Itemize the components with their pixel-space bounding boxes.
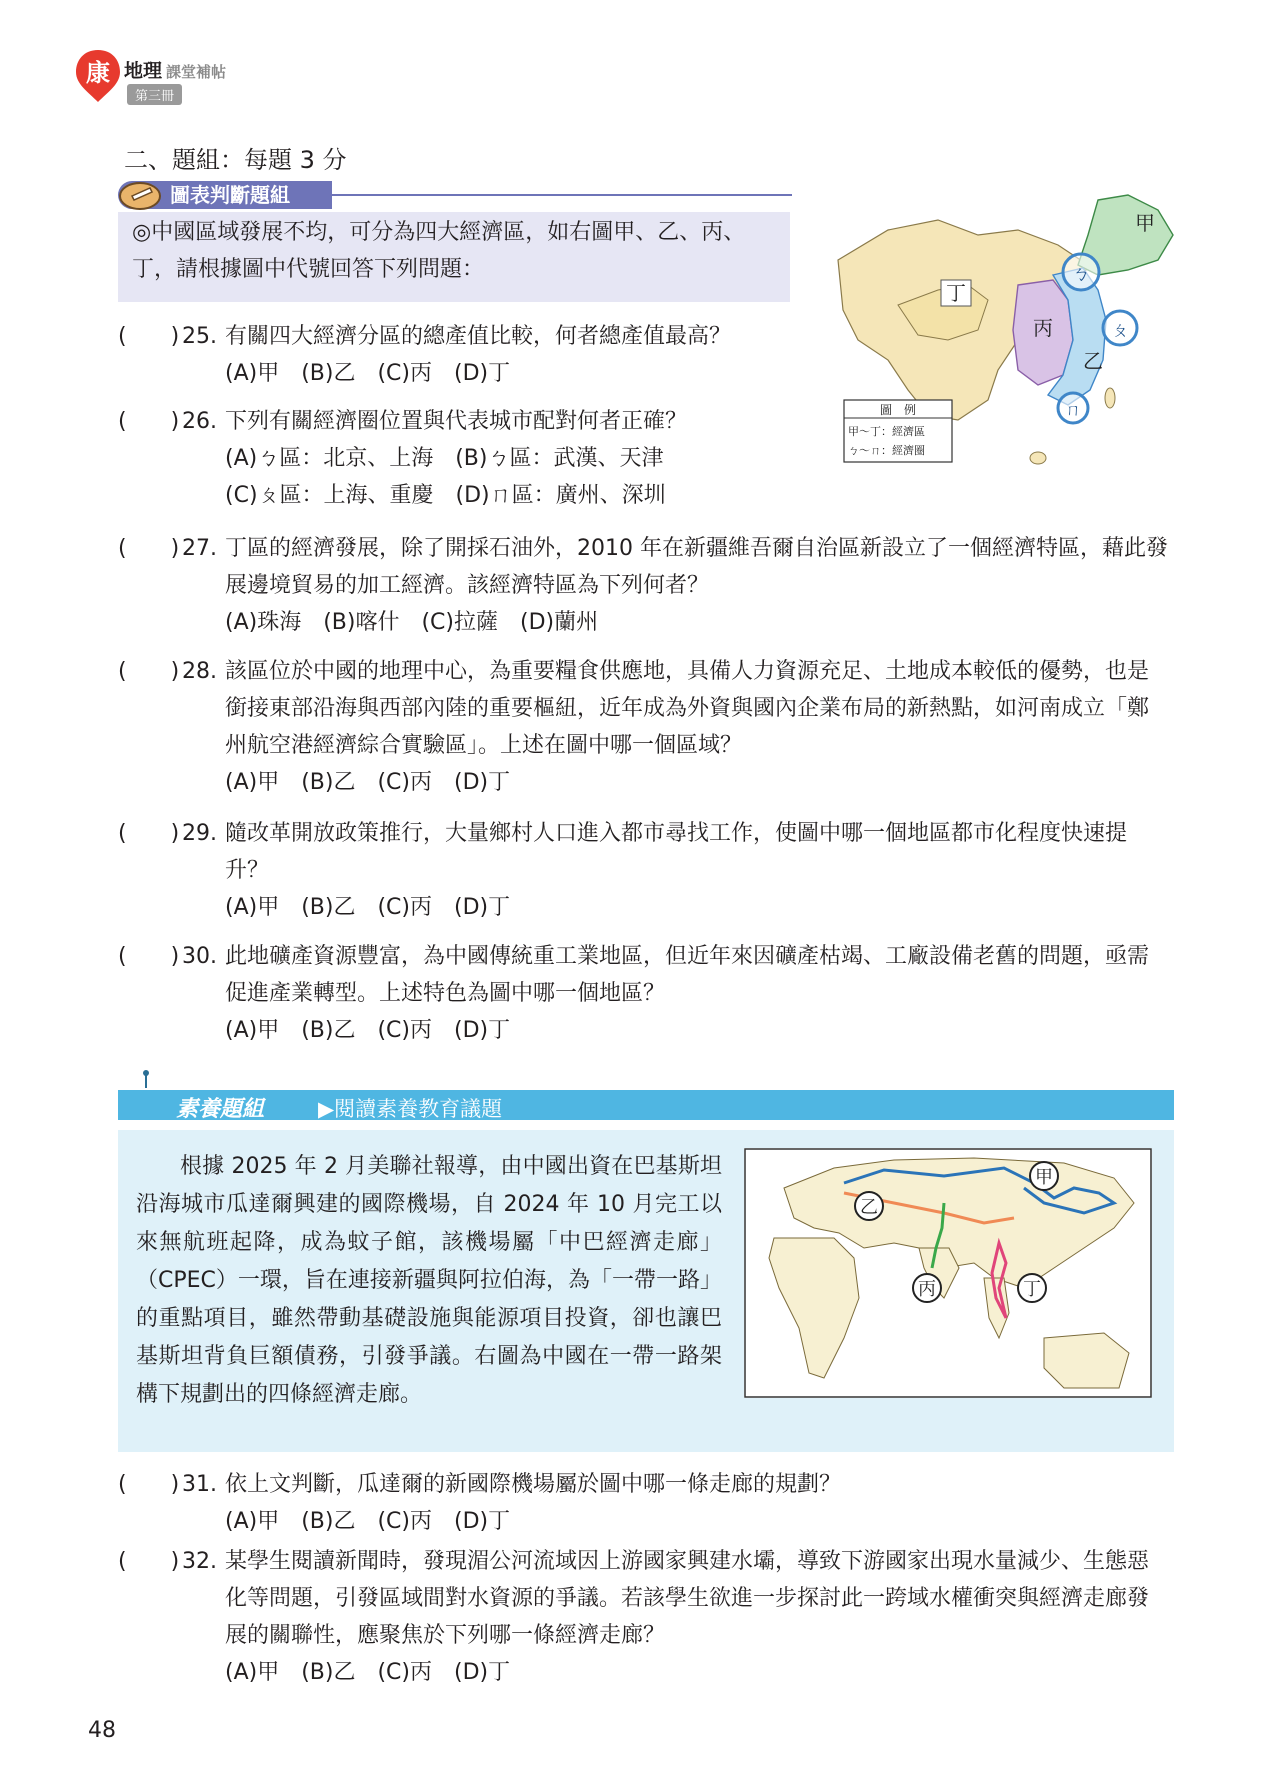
question-number: 29.: [182, 821, 217, 846]
svg-text:圖 例: 圖 例: [879, 403, 917, 417]
corridor-label-ding: 丁: [1023, 1279, 1041, 1300]
context-text: 根據 2025 年 2 月美聯社報導，由中國出資在巴基斯坦沿海城市瓜達爾興建的國際機場，自 2024 年 10 月完工以來無航班起降，成為蚊子館，該機場屬「中巴經濟走廊」（CPEC）一環，旨在連接新疆與阿拉伯海，為「一帶一路」的重點項目，雖然帶動基礎設施與能源項目投資，卻也讓巴基斯坦背負巨額債務，引發爭議。右圖為中國在一帶一路架構下規劃出的四條經濟走廊。: [136, 1154, 722, 1407]
question-stem: 有關四大經濟分區的總產值比較，何者總產值最高？: [225, 324, 732, 349]
svg-text:ㄇ: ㄇ: [1065, 400, 1082, 419]
divider: [332, 194, 792, 196]
question-stem: 丁區的經濟發展，除了開採石油外，2010 年在新疆維吾爾自治區新設立了一個經濟特區，藉此發展邊境貿易的加工經濟。該經濟特區為下列何者？: [225, 536, 1168, 598]
question-stem: 下列有關經濟圈位置與代表城市配對何者正確？: [225, 409, 688, 434]
taiwan-island: [1105, 388, 1115, 408]
answer-options: (C)ㄆ區：上海、重慶 (D)ㄇ區：廣州、深圳: [225, 483, 666, 508]
answer-blank[interactable]: ( ): [118, 1472, 180, 1497]
corridor-label-yi: 乙: [860, 1197, 878, 1218]
answer-blank[interactable]: ( ): [118, 1549, 180, 1574]
question-stem: 此地礦產資源豐富，為中國傳統重工業地區，但近年來因礦產枯竭、工廠設備老舊的問題，亟需促進產業轉型。上述特色為圖中哪一個地區？: [225, 944, 1150, 1006]
question-number: 30.: [182, 944, 217, 969]
china-economic-map: [828, 190, 1180, 490]
question-number: 32.: [182, 1549, 217, 1574]
pencil-icon: [118, 178, 164, 212]
corridor-label-jia: 甲: [1035, 1167, 1053, 1188]
question-number: 31.: [182, 1472, 217, 1497]
map-label-yi: 乙: [1083, 349, 1103, 373]
answer-blank[interactable]: ( ): [118, 944, 180, 969]
section-title: 二、題組：每題 3 分: [124, 146, 347, 174]
corridor-label-bing: 丙: [918, 1279, 936, 1300]
question-stem: 該區位於中國的地理中心，為重要糧食供應地，具備人力資源充足、土地成本較低的優勢，也是銜接東部沿海與西部內陸的重要樞紐，近年成為外資與國內企業布局的新熱點，如河南成立「鄭州航空港經濟綜合實驗區」。上述在圖中哪一個區域？: [225, 659, 1150, 758]
question-number: 27.: [182, 536, 217, 561]
svg-text:ㄅ: ㄅ: [1072, 264, 1090, 285]
svg-text:ㄆ: ㄆ: [1111, 320, 1129, 341]
intro-text: ◎中國區域發展不均，可分為四大經濟區，如右圖甲、乙、丙、丁，請根據圖中代號回答下列問題：: [118, 212, 790, 302]
question-number: 25.: [182, 324, 217, 349]
group-label: 圖表判斷題組: [118, 181, 332, 209]
answer-options: (A)甲 (B)乙 (C)丙 (D)丁: [225, 1018, 511, 1043]
answer-options: (A)甲 (B)乙 (C)丙 (D)丁: [225, 770, 511, 795]
header-volume: 第三冊: [127, 84, 182, 105]
answer-options: (A)甲 (B)乙 (C)丙 (D)丁: [225, 895, 511, 920]
answer-options: (A)珠海 (B)喀什 (C)拉薩 (D)蘭州: [225, 610, 599, 635]
question-number: 28.: [182, 659, 217, 684]
logo-char: 康: [86, 59, 110, 87]
answer-blank[interactable]: ( ): [118, 659, 180, 684]
page-number: 48: [88, 1718, 116, 1743]
map-label-bing: 丙: [1033, 316, 1053, 340]
map-label-jia: 甲: [1135, 211, 1155, 235]
map-label-ding: 丁: [946, 281, 966, 305]
banner-title: 素養題組: [176, 1097, 265, 1122]
answer-options: (A)甲 (B)乙 (C)丙 (D)丁: [225, 1509, 511, 1534]
question-stem: 隨改革開放政策推行，大量鄉村人口進入都市尋找工作，使圖中哪一個地區都市化程度快速提升？: [225, 821, 1128, 883]
header-book: 課堂補帖: [166, 63, 227, 81]
literacy-banner: [118, 1090, 1174, 1120]
publisher-logo-icon: [74, 48, 122, 104]
answer-blank[interactable]: ( ): [118, 324, 180, 349]
belt-road-map: [744, 1148, 1152, 1398]
question-number: 26.: [182, 409, 217, 434]
hainan-island: [1030, 452, 1046, 464]
question-stem: 某學生閱讀新聞時，發現湄公河流域因上游國家興建水壩，導致下游國家出現水量減少、生態惡化等問題，引發區域間對水資源的爭議。若該學生欲進一步探討此一跨域水權衝突與經濟走廊發展的關聯性，應聚焦於下列哪一條經濟走廊？: [225, 1549, 1150, 1648]
answer-options: (A)甲 (B)乙 (C)丙 (D)丁: [225, 1660, 511, 1685]
answer-options: (A)甲 (B)乙 (C)丙 (D)丁: [225, 361, 511, 386]
svg-text:甲～丁：經濟區: 甲～丁：經濟區: [848, 425, 925, 438]
header-subject: 地理 課堂補帖: [124, 60, 227, 82]
answer-blank[interactable]: ( ): [118, 536, 180, 561]
answer-blank[interactable]: ( ): [118, 409, 180, 434]
answer-options: (A)ㄅ區：北京、上海 (B)ㄅ區：武漢、天津: [225, 446, 664, 471]
banner-subtitle: ▶閱讀素養教育議題: [318, 1097, 503, 1121]
answer-blank[interactable]: ( ): [118, 821, 180, 846]
question-stem: 依上文判斷，瓜達爾的新國際機場屬於圖中哪一條走廊的規劃？: [225, 1472, 842, 1497]
svg-text:ㄅ～ㄇ：經濟圈: ㄅ～ㄇ：經濟圈: [848, 444, 925, 457]
